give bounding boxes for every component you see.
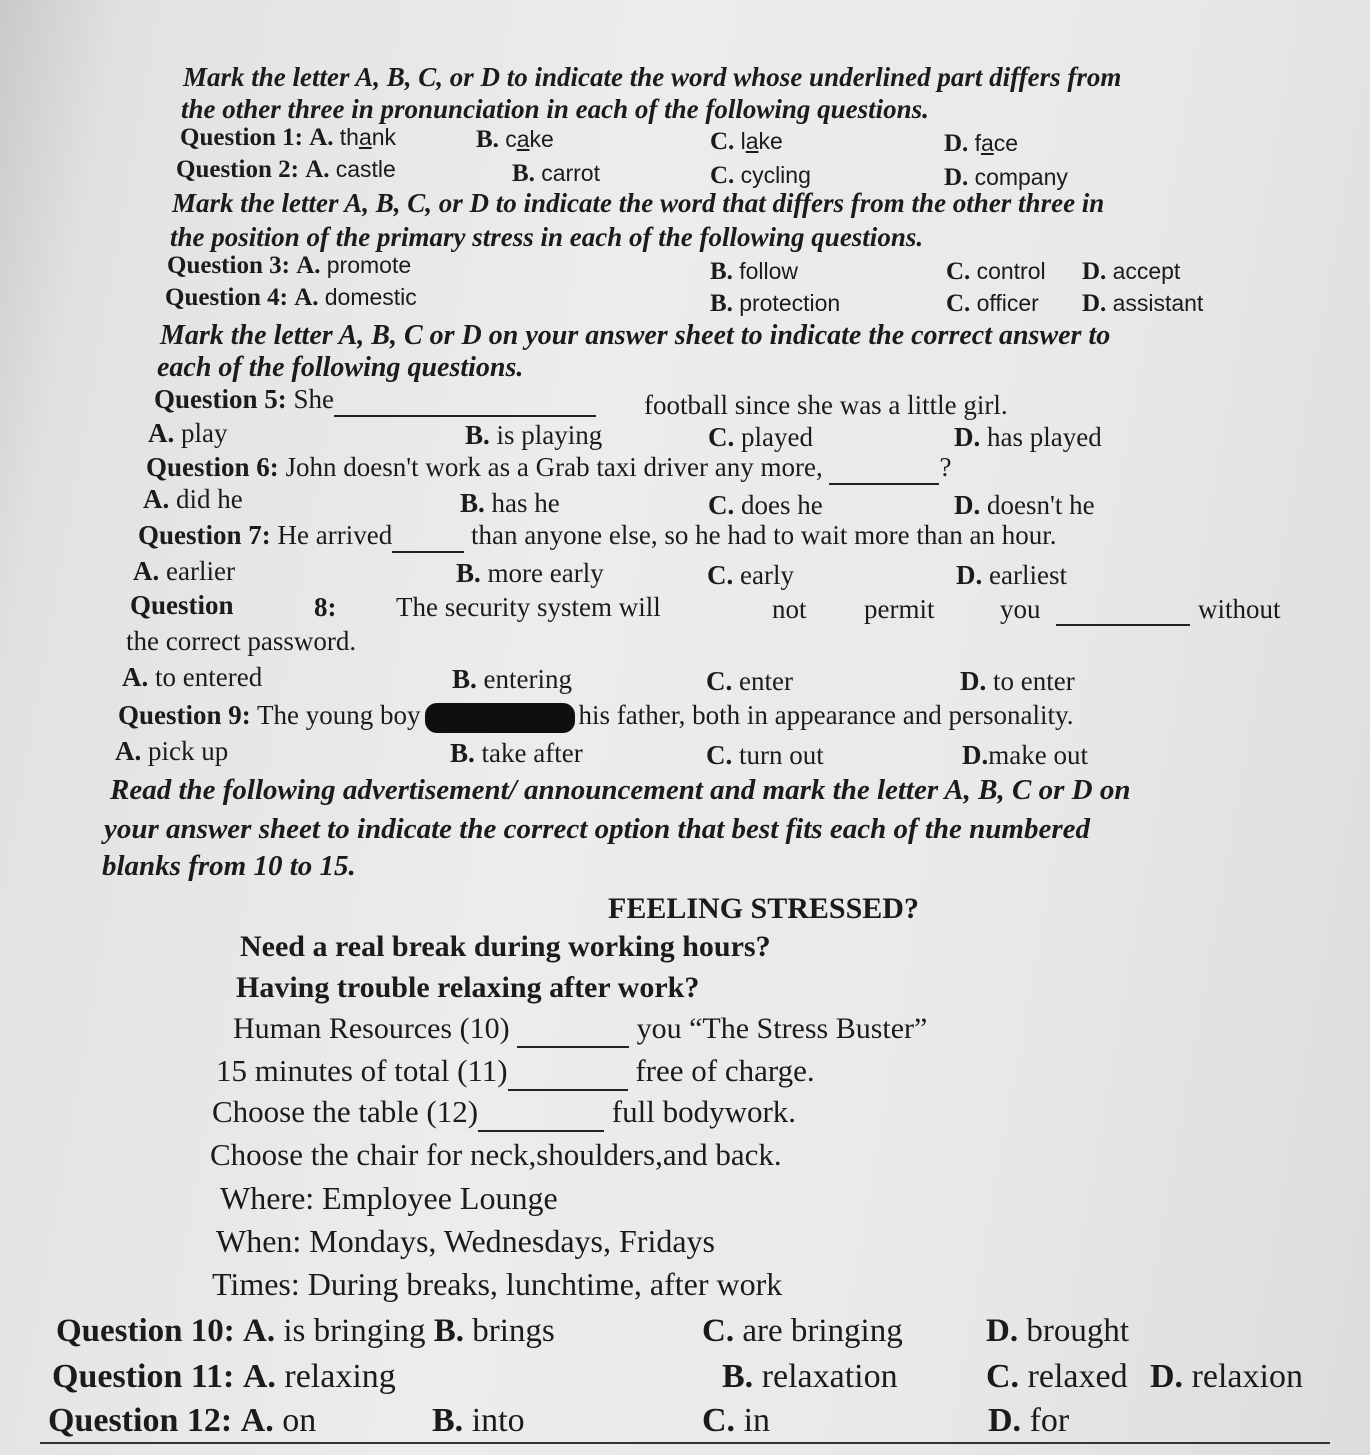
option-d[interactable]: D.make out bbox=[962, 740, 1088, 770]
option-b[interactable]: B. is playing bbox=[465, 420, 603, 450]
option-a[interactable]: A. did he bbox=[143, 484, 243, 514]
ad-title: FEELING STRESSED? bbox=[608, 892, 919, 925]
option-c[interactable]: C. enter bbox=[706, 666, 793, 696]
option-a[interactable]: A. is bringing bbox=[243, 1313, 426, 1349]
answer-blank[interactable] bbox=[392, 520, 464, 553]
option-a[interactable]: promote bbox=[326, 252, 412, 278]
ad-line: Human Resources (10) you “The Stress Buster” bbox=[233, 1012, 927, 1048]
question-label: Question 6: bbox=[146, 452, 279, 482]
option-b[interactable]: B. protection bbox=[710, 290, 841, 317]
ad-line: Need a real break during working hours? bbox=[240, 930, 771, 963]
option-c[interactable]: C. lake bbox=[710, 128, 783, 155]
ad-line: Times: During breaks, lunchtime, after work bbox=[212, 1266, 783, 1302]
section4-instruction-cont2: blanks from 10 to 15. bbox=[102, 850, 356, 882]
option-a[interactable]: thank bbox=[339, 124, 397, 150]
option-b[interactable]: B. relaxation bbox=[722, 1358, 898, 1395]
option-a[interactable]: A. to entered bbox=[122, 662, 263, 692]
option-a[interactable]: A. relaxing bbox=[242, 1358, 396, 1395]
option-a[interactable]: A. earlier bbox=[133, 556, 235, 586]
section3-instruction-cont: each of the following questions. bbox=[157, 352, 524, 383]
option-b[interactable]: B. more early bbox=[456, 558, 604, 588]
option-c[interactable]: C. are bringing bbox=[702, 1313, 903, 1349]
question-label: Question 3: bbox=[167, 252, 290, 279]
option-c[interactable]: C. officer bbox=[946, 290, 1039, 317]
option-c[interactable]: C. does he bbox=[708, 490, 823, 520]
option-d[interactable]: D. to enter bbox=[960, 666, 1075, 696]
option-a[interactable]: A. on bbox=[240, 1402, 317, 1439]
option-b[interactable]: B. brings bbox=[433, 1313, 555, 1349]
option-a[interactable]: A. pick up bbox=[115, 736, 229, 766]
option-d[interactable]: D. relaxion bbox=[1150, 1358, 1303, 1395]
ad-line: Choose the chair for neck,shoulders,and back. bbox=[210, 1137, 782, 1172]
option-d[interactable]: D. accept bbox=[1082, 258, 1181, 285]
answer-blank[interactable] bbox=[1056, 624, 1190, 626]
option-c[interactable]: C. in bbox=[702, 1402, 771, 1439]
option-d[interactable]: D. assistant bbox=[1082, 290, 1204, 317]
redaction-mark bbox=[425, 703, 575, 733]
question-label: Question bbox=[130, 590, 234, 620]
option-b[interactable]: B. follow bbox=[710, 258, 798, 285]
answer-blank[interactable] bbox=[334, 384, 596, 417]
answer-blank[interactable] bbox=[829, 452, 939, 485]
divider bbox=[40, 1442, 1330, 1444]
answer-blank[interactable] bbox=[508, 1053, 628, 1091]
option-c[interactable]: C. early bbox=[707, 560, 794, 590]
question-label: Question 9: bbox=[118, 700, 251, 730]
option-d[interactable]: D. doesn't he bbox=[954, 490, 1095, 520]
ad-line: When: Mondays, Wednesdays, Fridays bbox=[216, 1223, 715, 1259]
option-d[interactable]: D. has played bbox=[954, 422, 1102, 452]
option-a[interactable]: A. play bbox=[148, 418, 228, 448]
option-a[interactable]: domestic bbox=[324, 284, 417, 310]
option-d[interactable]: D. face bbox=[944, 130, 1019, 157]
option-b[interactable]: B. cake bbox=[476, 126, 554, 153]
option-c[interactable]: C. relaxed bbox=[986, 1358, 1128, 1395]
ad-line: Where: Employee Lounge bbox=[220, 1180, 558, 1216]
question-label: Question 4: bbox=[165, 284, 288, 311]
ad-line: Having trouble relaxing after work? bbox=[236, 971, 700, 1004]
question-label: Question 10: bbox=[56, 1313, 235, 1349]
question-label: Question 12: bbox=[48, 1402, 233, 1439]
section2-instruction-cont: the position of the primary stress in each of the following questions. bbox=[170, 222, 924, 252]
option-b[interactable]: B. entering bbox=[452, 664, 572, 694]
ad-line: Choose the table (12) full bodywork. bbox=[212, 1094, 796, 1132]
answer-blank[interactable] bbox=[517, 1012, 629, 1048]
section1-instruction-cont: the other three in pronunciation in each of the following questions. bbox=[181, 94, 929, 124]
option-c[interactable]: C. control bbox=[946, 258, 1046, 285]
option-d[interactable]: D. earliest bbox=[956, 560, 1067, 590]
option-d[interactable]: D. for bbox=[988, 1402, 1070, 1439]
option-d[interactable]: D. brought bbox=[986, 1313, 1130, 1349]
section4-instruction: Read the following advertisement/ announcement and mark the letter A, B, C or D on bbox=[110, 774, 1131, 806]
option-c[interactable]: C. played bbox=[708, 422, 813, 452]
question-text: football since she was a little girl. bbox=[644, 390, 1008, 420]
option-d[interactable]: D. company bbox=[944, 164, 1068, 191]
section3-instruction: Mark the letter A, B, C or D on your answer sheet to indicate the correct answer to bbox=[160, 320, 1111, 351]
option-b[interactable]: B. take after bbox=[450, 738, 583, 768]
option-c[interactable]: C. cycling bbox=[710, 162, 811, 189]
question-label: Question 5: bbox=[154, 384, 287, 414]
option-b[interactable]: B. has he bbox=[460, 488, 560, 518]
option-c[interactable]: C. turn out bbox=[706, 740, 824, 770]
section4-instruction-cont: your answer sheet to indicate the correct option that best fits each of the numbered bbox=[104, 813, 1090, 845]
ad-line: 15 minutes of total (11) free of charge. bbox=[216, 1053, 815, 1091]
option-b[interactable]: B. into bbox=[432, 1402, 525, 1439]
option-a[interactable]: castle bbox=[335, 156, 396, 182]
question-label: Question 11: bbox=[52, 1358, 235, 1395]
section1-instruction: Mark the letter A, B, C, or D to indicate the word whose underlined part differs from bbox=[183, 62, 1122, 92]
option-b[interactable]: B. carrot bbox=[512, 160, 600, 187]
answer-blank[interactable] bbox=[478, 1094, 604, 1132]
question-label: Question 7: bbox=[138, 520, 271, 550]
question-label: Question 1: bbox=[180, 124, 303, 151]
question-label: Question 2: bbox=[176, 156, 299, 183]
section2-instruction: Mark the letter A, B, C, or D to indicate the word that differs from the other three in bbox=[172, 188, 1105, 218]
